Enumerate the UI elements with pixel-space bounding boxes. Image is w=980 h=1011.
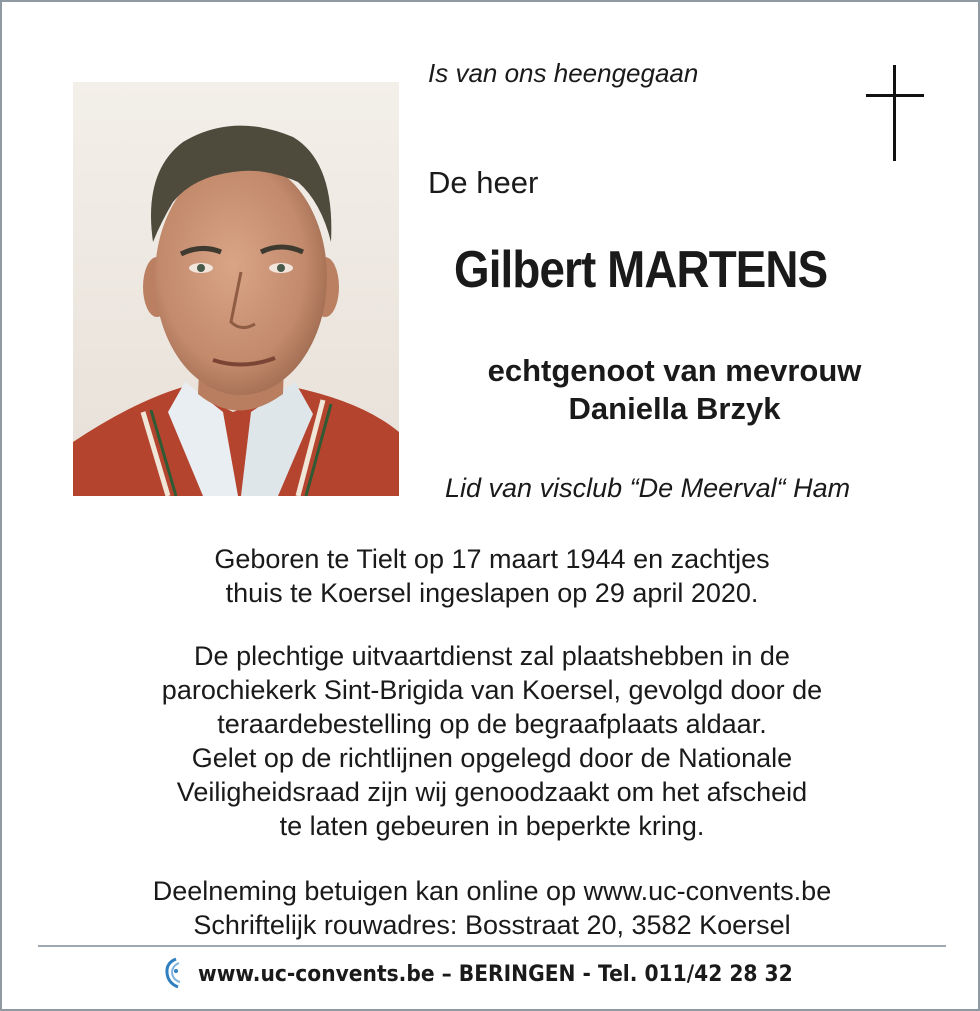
paragraph-line: thuis te Koersel ingeslapen op 29 april 2020. [225,578,759,608]
deceased-name: Gilbert MARTENS [454,241,828,299]
funeral-home-logo-icon [162,957,184,991]
club-membership: Lid van visclub “De Meerval“ Ham [445,473,851,503]
paragraph-line: Veiligheidsraad zijn wij genoodzaakt om het afscheid [176,777,808,807]
paragraph-line: De plechtige uitvaartdienst zal plaatshebben in de [194,641,790,671]
condolence-paragraph [42,874,942,942]
paragraph-line: parochiekerk Sint-Brigida van Koersel, gevolgd door de [161,675,823,705]
cross-icon [866,65,924,161]
paragraph-line: Deelneming betuigen kan online op www.uc-convents.be [152,876,832,906]
divider [38,945,946,947]
spouse-block [442,352,907,428]
footer-contact: www.uc-convents.be – BERINGEN - Tel. 011/42 28 32 [198,961,793,987]
portrait-photo [73,82,399,496]
birth-death-paragraph [42,542,942,610]
intro-text: Is van ons heengegaan [428,58,699,88]
paragraph-line: Geboren te Tielt op 17 maart 1944 en zachtjes [214,544,770,574]
spouse-line: echtgenoot van mevrouw [487,353,862,388]
paragraph-line: Schriftelijk rouwadres: Bosstraat 20, 3582 Koersel [193,910,791,940]
ceremony-paragraph [42,639,942,843]
paragraph-line: te laten gebeuren in beperkte kring. [279,811,705,841]
spouse-name: Daniella Brzyk [568,391,781,426]
paragraph-line: Gelet op de richtlijnen opgelegd door de Nationale [191,743,793,773]
salutation: De heer [428,165,539,200]
footer [162,957,844,991]
paragraph-line: teraardebestelling op de begraafplaats aldaar. [217,709,767,739]
